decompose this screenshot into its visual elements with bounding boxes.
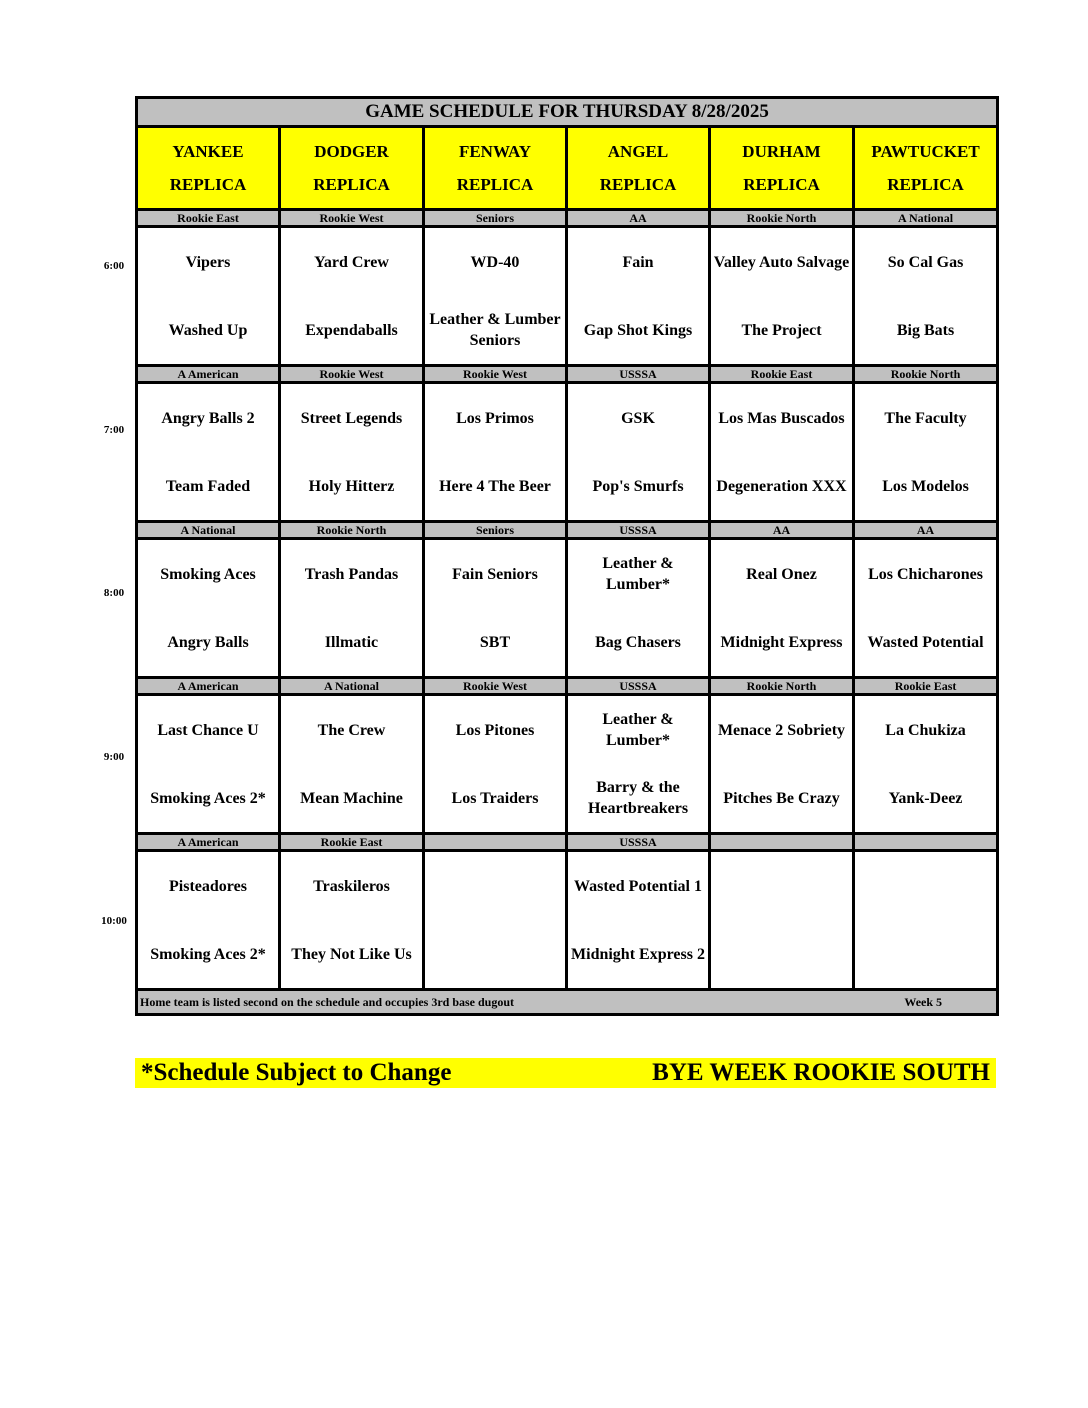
division-label: A National (854, 210, 998, 227)
game-cell (567, 383, 710, 522)
game-cell (280, 851, 424, 990)
home-team: Smoking Aces 2* (150, 789, 266, 807)
division-label: USSSA (567, 834, 710, 851)
away-team: Los Mas Buscados (718, 409, 845, 427)
field-type: REPLICA (169, 175, 247, 194)
away-team: Los Chicharones (868, 565, 983, 583)
home-team: Degeneration XXX (716, 477, 847, 495)
division-label: Rookie North (710, 210, 854, 227)
home-team: Gap Shot Kings (583, 321, 693, 339)
game-cell (137, 851, 280, 990)
home-team: Barry & the Heartbreakers (587, 779, 689, 817)
game-cell (137, 383, 280, 522)
game-row (137, 851, 998, 990)
away-team: WD-40 (470, 253, 520, 271)
game-cell (710, 851, 854, 990)
division-label: Rookie West (424, 678, 567, 695)
game-cell (567, 227, 710, 366)
game-cell (567, 539, 710, 678)
home-team: Mean Machine (300, 789, 403, 807)
home-team (425, 920, 565, 988)
home-team: Pop's Smurfs (592, 477, 684, 495)
schedule-change-notice: *Schedule Subject to Change (141, 1059, 452, 1086)
division-label: AA (567, 210, 710, 227)
home-team: Illmatic (324, 633, 379, 651)
division-label: USSSA (567, 678, 710, 695)
game-cell (854, 227, 998, 366)
footer-row (137, 990, 998, 1015)
time-label: 8:00 (103, 587, 125, 599)
home-team: Wasted Potential (867, 633, 984, 651)
division-label: Rookie East (854, 678, 998, 695)
game-cell (424, 539, 567, 678)
division-label: Rookie West (424, 366, 567, 383)
game-cell (854, 851, 998, 990)
game-cell (137, 539, 280, 678)
away-team: Fain (622, 253, 654, 271)
division-label: USSSA (567, 522, 710, 539)
home-team: Pitches Be Crazy (723, 789, 840, 807)
division-row (137, 522, 998, 539)
field-header (137, 127, 280, 210)
division-row (137, 366, 998, 383)
away-team: Fain Seniors (452, 565, 538, 583)
game-cell (710, 539, 854, 678)
field-name: DURHAM (742, 142, 821, 161)
away-team: Leather & Lumber* (602, 555, 674, 593)
time-label: 6:00 (103, 260, 125, 272)
division-row (137, 210, 998, 227)
bye-week-notice: BYE WEEK ROOKIE SOUTH (652, 1059, 990, 1086)
home-team: Expendaballs (305, 321, 398, 339)
game-cell (567, 851, 710, 990)
footer-cell (137, 990, 998, 1015)
time-label: 9:00 (103, 751, 125, 763)
field-type: REPLICA (313, 175, 390, 194)
division-label: USSSA (567, 366, 710, 383)
field-type: REPLICA (456, 175, 534, 194)
field-name: PAWTUCKET (871, 142, 980, 161)
game-row (137, 383, 998, 522)
home-team (711, 920, 852, 988)
division-label: A American (137, 678, 280, 695)
home-team: Angry Balls (167, 633, 249, 651)
field-type: REPLICA (743, 175, 820, 194)
home-team: Bag Chasers (595, 633, 681, 651)
home-team: The Project (741, 321, 822, 339)
division-label: Rookie West (280, 210, 424, 227)
away-team: Pisteadores (169, 877, 247, 895)
away-team: Last Chance U (157, 721, 259, 739)
away-team: Smoking Aces (160, 565, 256, 583)
away-team: Trash Pandas (304, 565, 399, 583)
field-header (424, 127, 567, 210)
time-label: 7:00 (103, 424, 125, 436)
game-cell (854, 383, 998, 522)
home-team: Yank-Deez (888, 789, 963, 807)
away-team: Los Pitones (455, 721, 535, 739)
division-label (854, 834, 998, 851)
away-team: Valley Auto Salvage (713, 253, 850, 271)
field-name: YANKEE (172, 142, 244, 161)
home-team: Leather & Lumber Seniors (429, 311, 561, 349)
away-team (855, 852, 996, 920)
away-team: Yard Crew (314, 253, 389, 271)
game-cell (280, 695, 424, 834)
division-label: A American (137, 366, 280, 383)
home-team: Holy Hitterz (308, 477, 395, 495)
field-name: ANGEL (607, 142, 669, 161)
away-team: So Cal Gas (887, 253, 964, 271)
game-cell (854, 695, 998, 834)
game-row (137, 227, 998, 366)
game-cell (854, 539, 998, 678)
schedule-table (135, 96, 999, 1016)
home-team: Los Traiders (451, 789, 539, 807)
away-team: The Faculty (884, 409, 967, 427)
away-team: Street Legends (300, 409, 403, 427)
division-label: Seniors (424, 522, 567, 539)
division-label: Seniors (424, 210, 567, 227)
field-header (567, 127, 710, 210)
away-team: GSK (621, 409, 655, 427)
division-label: Rookie North (280, 522, 424, 539)
division-row (137, 678, 998, 695)
division-label: A National (137, 522, 280, 539)
game-cell (710, 227, 854, 366)
home-team: Los Modelos (882, 477, 969, 495)
home-team: Big Bats (896, 321, 955, 339)
away-team: Los Primos (456, 409, 534, 427)
game-cell (280, 539, 424, 678)
division-label: AA (854, 522, 998, 539)
field-type: REPLICA (599, 175, 677, 194)
away-team: Traskileros (313, 877, 390, 895)
game-cell (280, 383, 424, 522)
division-row (137, 834, 998, 851)
home-team: They Not Like Us (291, 945, 412, 963)
game-cell (567, 695, 710, 834)
game-cell (137, 227, 280, 366)
away-team: The Crew (317, 721, 386, 739)
away-team: Wasted Potential 1 (574, 877, 702, 895)
field-type: REPLICA (887, 175, 964, 194)
game-cell (710, 383, 854, 522)
home-team: Here 4 The Beer (439, 477, 551, 495)
game-cell (710, 695, 854, 834)
game-cell (280, 227, 424, 366)
division-label (424, 834, 567, 851)
division-label: Rookie East (280, 834, 424, 851)
division-label (710, 834, 854, 851)
division-label: A American (137, 834, 280, 851)
away-team: Vipers (185, 253, 231, 271)
bottom-banner (135, 1058, 996, 1088)
away-team (425, 852, 565, 920)
field-header (854, 127, 998, 210)
division-label: Rookie East (710, 366, 854, 383)
field-header (280, 127, 424, 210)
away-team: La Chukiza (885, 721, 966, 739)
field-header (710, 127, 854, 210)
home-team: Team Faded (165, 477, 251, 495)
field-header-row (137, 127, 998, 210)
division-label: Rookie West (280, 366, 424, 383)
division-label: AA (710, 522, 854, 539)
field-name: DODGER (314, 142, 389, 161)
game-cell (424, 851, 567, 990)
game-row (137, 539, 998, 678)
division-label: A National (280, 678, 424, 695)
game-row (137, 695, 998, 834)
game-cell (137, 695, 280, 834)
home-team: Smoking Aces 2* (150, 945, 266, 963)
away-team: Menace 2 Sobriety (717, 721, 846, 739)
away-team: Leather & Lumber* (602, 711, 674, 749)
game-cell (424, 227, 567, 366)
division-label: Rookie North (854, 366, 998, 383)
home-team (855, 920, 996, 988)
field-name: FENWAY (458, 142, 532, 161)
home-team: Midnight Express (720, 633, 843, 651)
game-cell (424, 383, 567, 522)
division-label: Rookie North (710, 678, 854, 695)
schedule-title: GAME SCHEDULE FOR THURSDAY 8/28/2025 (137, 98, 998, 127)
away-team: Real Onez (746, 565, 817, 583)
away-team: Angry Balls 2 (161, 409, 255, 427)
home-team-note: Home team is listed second on the schedule and occupies 3rd base dugout (140, 994, 515, 1009)
week-label: Week 5 (904, 994, 943, 1009)
away-team (711, 852, 852, 920)
division-label: Rookie East (137, 210, 280, 227)
home-team: Washed Up (168, 321, 248, 339)
game-cell (424, 695, 567, 834)
home-team: SBT (479, 633, 511, 651)
home-team: Midnight Express 2 (571, 945, 705, 963)
time-label: 10:00 (101, 915, 127, 927)
